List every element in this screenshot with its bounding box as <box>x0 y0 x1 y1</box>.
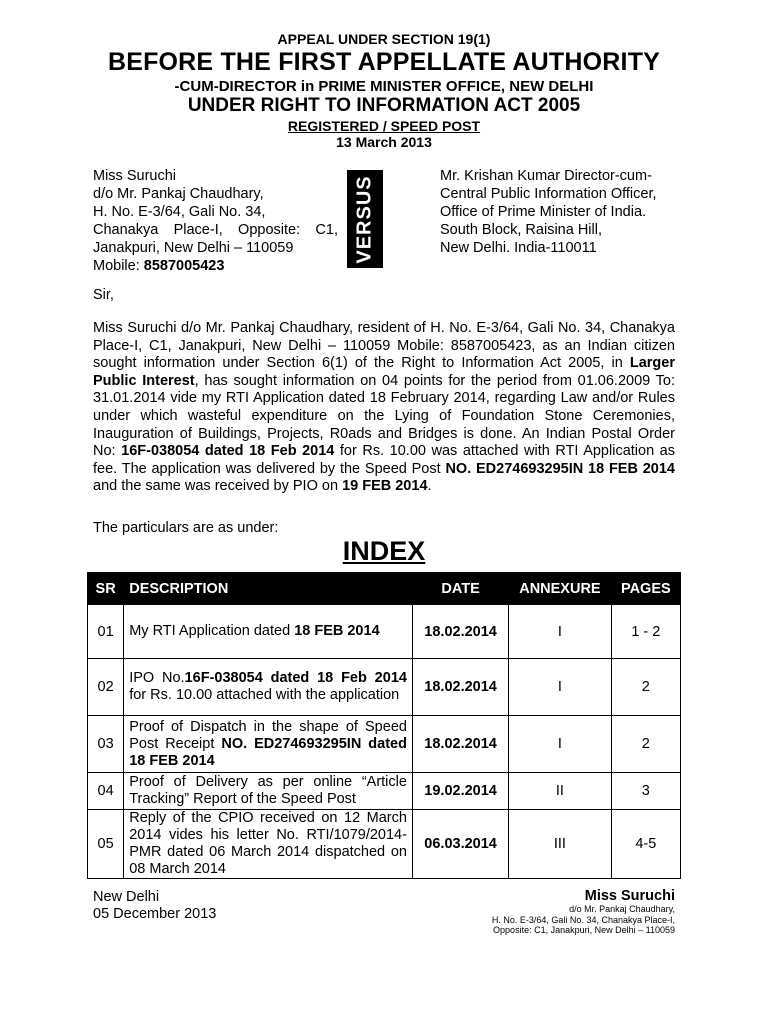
cell-sr: 04 <box>88 773 124 810</box>
document-date: 13 March 2013 <box>336 134 432 150</box>
header-description: DESCRIPTION <box>124 573 413 605</box>
cell-description <box>124 659 413 716</box>
appellant-address-1: H. No. E-3/64, Gali No. 34, <box>93 204 266 220</box>
particulars-line: The particulars are as under: <box>93 520 279 536</box>
respondent-line-2: Central Public Information Officer, <box>440 186 657 202</box>
body-text-3: for Rs. 10.00 was attached with RTI Application as fee. The application was delivered by the Speed Post <box>93 443 675 477</box>
cell-description <box>124 716 413 773</box>
table-row <box>88 810 681 879</box>
body-bold-3: NO. ED274693295IN 18 FEB 2014 <box>445 460 675 477</box>
desc-text: Proof of Delivery as per online “Article Tracking” Report of the Speed Post <box>129 774 407 807</box>
cell-description <box>124 810 413 879</box>
appellant-address-3: Janakpuri, New Delhi – 110059 <box>93 240 294 256</box>
header-date: DATE <box>412 573 508 605</box>
cell-annexure: III <box>509 810 611 879</box>
versus-label: VERSUS <box>353 174 376 264</box>
respondent-line-1: Mr. Krishan Kumar Director-cum- <box>440 168 652 184</box>
cell-pages: 3 <box>611 773 680 810</box>
cell-pages: 2 <box>611 716 680 773</box>
act-heading: UNDER RIGHT TO INFORMATION ACT 2005 <box>187 95 581 116</box>
signature-block <box>492 888 675 936</box>
cell-annexure: I <box>509 659 611 716</box>
table-row <box>88 605 681 659</box>
cell-pages: 4-5 <box>611 810 680 879</box>
cell-annexure: I <box>509 605 611 659</box>
table-row <box>88 659 681 716</box>
desc-bold: 16F-038054 dated 18 Feb 2014 <box>184 670 407 686</box>
desc-text-tail: for Rs. 10.00 attached with the application <box>129 687 400 703</box>
desc-text: My RTI Application dated <box>129 623 295 639</box>
respondent-line-3: Office of Prime Minister of India. <box>440 204 647 220</box>
cell-date: 19.02.2014 <box>412 773 508 810</box>
cell-date: 18.02.2014 <box>412 659 508 716</box>
post-heading: REGISTERED / SPEED POST <box>287 118 481 134</box>
salutation: Sir, <box>93 287 114 303</box>
respondent-line-5: New Delhi. India-110011 <box>440 240 597 256</box>
appellant-mobile-line <box>93 257 338 275</box>
mobile-number: 8587005423 <box>143 258 225 274</box>
cell-pages: 1 - 2 <box>611 605 680 659</box>
footer-place-date <box>93 889 216 923</box>
appellant-address-2: Chanakya Place-I, Opposite: C1, <box>93 222 338 238</box>
cell-description <box>124 773 413 810</box>
cell-annexure: I <box>509 716 611 773</box>
office-heading: -CUM-DIRECTOR in PRIME MINISTER OFFICE, NEW DELHI <box>174 78 594 95</box>
footer-place: New Delhi <box>93 889 160 905</box>
signatory-line-2: H. No. E-3/64, Gali No. 34, Chanakya Place-I, <box>491 914 675 925</box>
header-pages: PAGES <box>611 573 680 605</box>
versus-box <box>347 170 383 268</box>
body-bold-1: Larger Public Interest <box>93 355 675 389</box>
index-title: INDEX <box>342 536 426 566</box>
header-sr: SR <box>88 573 124 605</box>
signatory-line-3: Opposite: C1, Janakpuri, New Delhi – 110059 <box>493 925 675 935</box>
body-text-1: Miss Suruchi d/o Mr. Pankaj Chaudhary, resident of H. No. E-3/64, Gali No. 34, Chanakya Place-I, C1, Janakpuri, New Delhi – 110059 Mobile: 8587005423, as an Indian citizen sought information under Section 6(1) of the Right to Information Act 2005, in <box>93 320 675 372</box>
body-text-5: . <box>427 478 432 495</box>
cell-date: 18.02.2014 <box>412 605 508 659</box>
authority-heading: BEFORE THE FIRST APPELLATE AUTHORITY <box>107 48 661 76</box>
desc-bold: 18 FEB 2014 <box>294 623 380 639</box>
mobile-label: Mobile: <box>93 258 140 274</box>
respondent-block <box>440 167 690 257</box>
cell-sr: 01 <box>88 605 124 659</box>
desc-bold: NO. ED274693295IN dated 18 FEB 2014 <box>129 735 407 769</box>
body-text-4: and the same was received by PIO on <box>93 478 343 495</box>
cell-pages: 2 <box>611 659 680 716</box>
appeal-heading: APPEAL UNDER SECTION 19(1) <box>277 31 491 47</box>
footer-date: 05 December 2013 <box>93 906 217 922</box>
cell-date: 18.02.2014 <box>412 716 508 773</box>
desc-text: IPO No. <box>129 670 185 686</box>
cell-annexure: II <box>509 773 611 810</box>
respondent-line-4: South Block, Raisina Hill, <box>440 222 602 238</box>
appellant-father: d/o Mr. Pankaj Chaudhary, <box>93 186 264 202</box>
table-header-row <box>88 573 681 605</box>
cell-sr: 05 <box>88 810 124 879</box>
appellant-name: Miss Suruchi <box>93 168 176 184</box>
cell-sr: 02 <box>88 659 124 716</box>
appellant-block <box>93 167 338 275</box>
cell-sr: 03 <box>88 716 124 773</box>
signatory-line-1: d/o Mr. Pankaj Chaudhary, <box>569 904 675 914</box>
body-paragraph <box>93 320 675 496</box>
header-annexure: ANNEXURE <box>509 573 611 605</box>
desc-text: Proof of Dispatch in the shape of Speed Post Receipt <box>129 718 407 752</box>
body-text-2: , has sought information on 04 points for the period from 01.06.2009 To: 31.01.2014 vide my RTI Application dated 18 February 2014, regarding Law and/or Rules under which wasteful expenditure on the Lying of Foundation Stone Ceremonies, Inauguration of Buildings, Projects, R0ads and Bridges is done. An Indian Postal Order No: <box>93 372 676 460</box>
cell-date: 06.03.2014 <box>412 810 508 879</box>
body-bold-4: 19 FEB 2014 <box>342 478 428 495</box>
index-table <box>87 572 681 879</box>
table-row <box>88 773 681 810</box>
table-row <box>88 716 681 773</box>
desc-text: Reply of the CPIO received on 12 March 2014 vides his letter No. RTI/1079/2014-PMR dated 06 March 2014 dispatched on 08 March 2014 <box>129 810 407 877</box>
cell-description <box>124 605 413 659</box>
body-bold-2: 16F-038054 dated 18 Feb 2014 <box>121 443 335 460</box>
signatory-name: Miss Suruchi <box>584 888 675 904</box>
